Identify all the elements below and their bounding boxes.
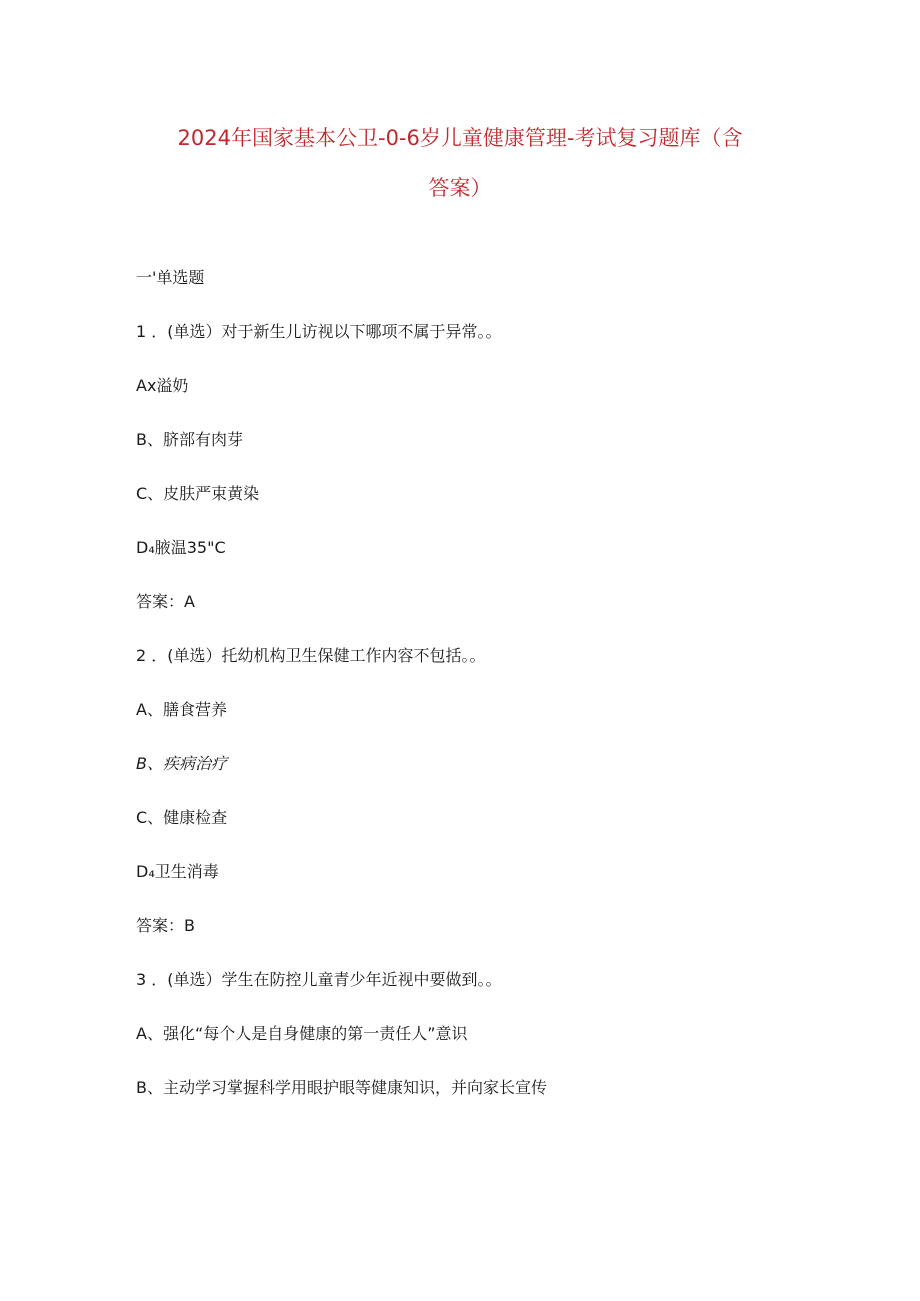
question-2-answer: 答案：B	[136, 916, 195, 935]
question-2-option-c: C、健康检查	[136, 808, 228, 827]
question-1-answer: 答案：A	[136, 592, 195, 611]
question-2-text: 2 ．(单选）托幼机构卫生保健工作内容不包括。。	[136, 646, 486, 665]
question-2-option-a: A、膳食营养	[136, 700, 227, 719]
question-2-option-b: B、疾病治疗	[136, 754, 227, 773]
document-title-line-1: 2024年国家基本公卫-0-6岁儿童健康管理-考试复习题库（含	[177, 126, 743, 150]
question-1-option-a: Ax溢奶	[136, 376, 189, 395]
section-heading: 一'单选题	[136, 268, 205, 287]
question-3-option-b: B、主动学习掌握科学用眼护眼等健康知识，并向家长宣传	[136, 1078, 547, 1097]
question-1-text: 1 ．(单选）对于新生儿访视以下哪项不属于异常。。	[136, 322, 502, 341]
question-1-option-b: B、脐部有肉芽	[136, 430, 243, 449]
question-3-option-a: A、强化“每个人是自身健康的第一责任人”意识	[136, 1024, 468, 1043]
question-2-option-d: D₄卫生消毒	[136, 862, 219, 881]
question-1-option-c: C、皮肤严束黄染	[136, 484, 260, 503]
question-3-text: 3 ．(单选）学生在防控儿童青少年近视中要做到。。	[136, 970, 502, 989]
document-title-line-2: 答案）	[428, 176, 492, 200]
question-1-option-d: D₄腋温35"C	[136, 538, 226, 557]
